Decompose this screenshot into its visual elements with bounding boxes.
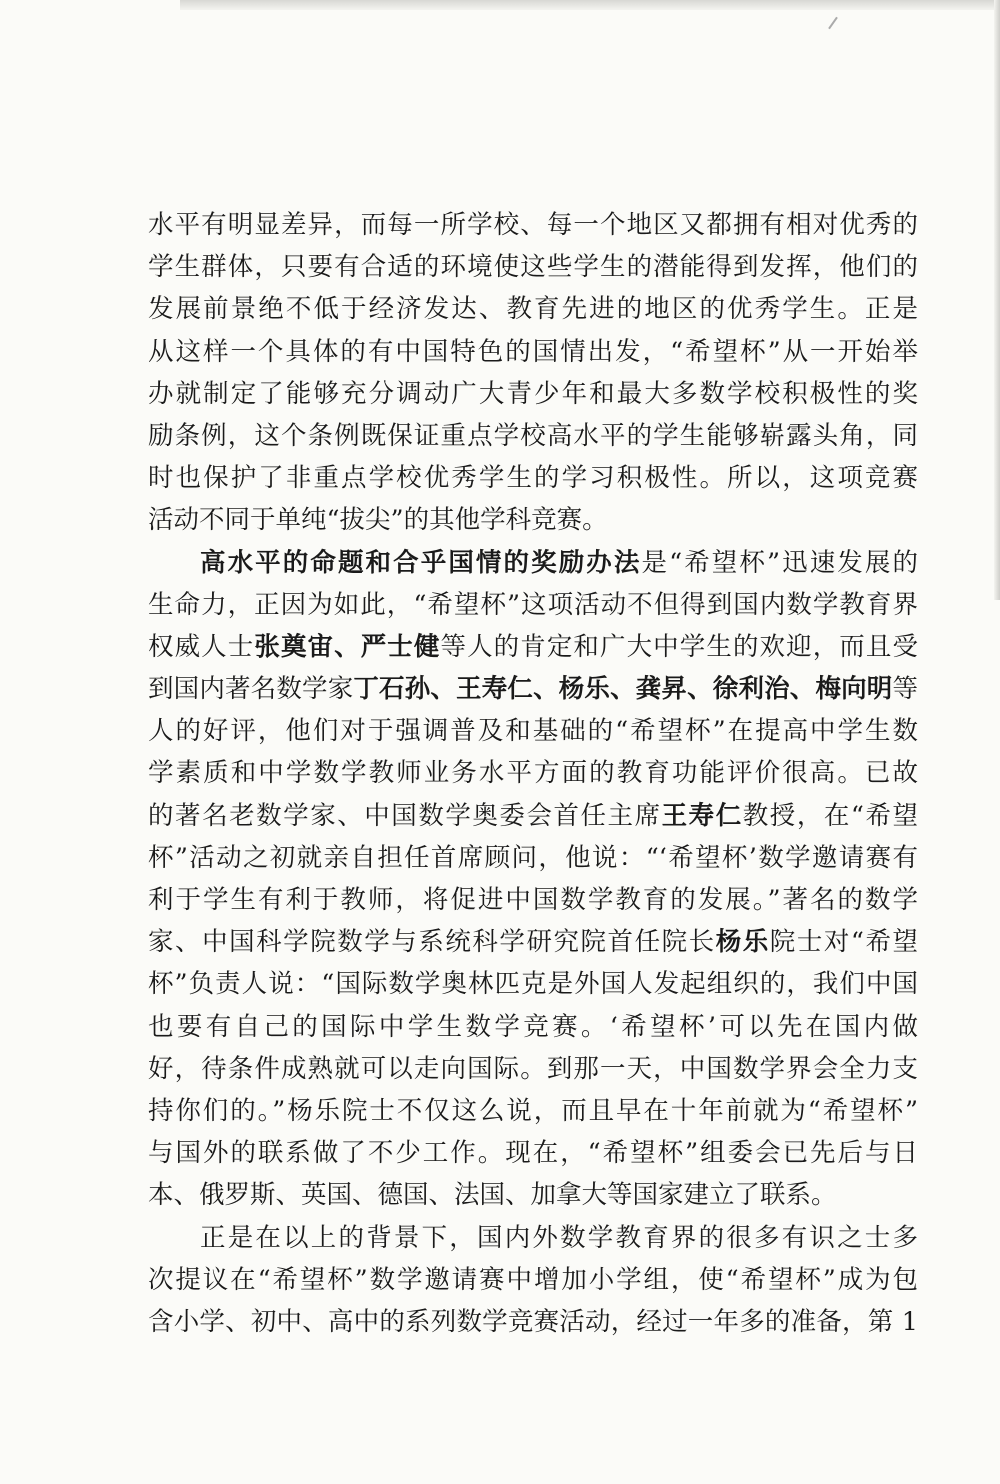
paragraph-3 bbox=[148, 1217, 918, 1344]
text-run: 的著名老数学家、中国数学奥委会首任主席 bbox=[148, 800, 662, 831]
scan-mark bbox=[828, 17, 838, 30]
text-line: 人的好评，他们对于强调普及和基础的“希望杯”在提高中学生数 bbox=[148, 716, 918, 747]
text-line: 生命力，正因为如此，“希望杯”这项活动不但得到国内数学教育界 bbox=[148, 589, 918, 620]
text-line: 励条例，这个条例既保证重点学校高水平的学生能够崭露头角，同 bbox=[148, 420, 918, 451]
text-line bbox=[148, 921, 918, 963]
paragraph-2 bbox=[148, 542, 918, 1217]
paragraph-1 bbox=[148, 204, 918, 542]
text-line: 时也保护了非重点学校优秀学生的学习积极性。所以，这项竞赛 bbox=[148, 463, 918, 494]
text-line: 水平有明显差异，而每一所学校、每一个地区又都拥有相对优秀的 bbox=[148, 210, 918, 240]
scan-right-edge bbox=[994, 0, 1000, 600]
bold-names: 丁石孙、王寿仁、杨乐、龚昇、徐利治、梅向明 bbox=[353, 674, 893, 705]
text-line: 杯”负责人说：“国际数学奥林匹克是外国人发起组织的，我们中国 bbox=[148, 969, 918, 1000]
text-line: 利于学生有利于教师，将促进中国数学教育的发展。”著名的数学 bbox=[148, 885, 918, 915]
text-line: 发展前景绝不低于经济发达、教育先进的地区的优秀学生。正是 bbox=[148, 294, 918, 325]
text-line bbox=[148, 795, 918, 837]
text-line: 好，待条件成熟就可以走向国际。到那一天，中国数学界会全力支 bbox=[148, 1053, 918, 1084]
text-line bbox=[148, 542, 918, 584]
text-line: 杯”活动之初就亲自担任首席顾问，他说：“‘希望杯’数学邀请赛有 bbox=[148, 842, 918, 873]
text-line: 学生群体，只要有合适的环境使这些学生的潜能得到发挥，他们的 bbox=[148, 252, 918, 283]
text-run: 家、中国科学院数学与系统科学研究院首任院长 bbox=[148, 927, 716, 958]
text-line bbox=[148, 668, 918, 710]
body-text bbox=[148, 204, 918, 1343]
text-line: 活动不同于单纯“拔尖”的其他学科竞赛。 bbox=[148, 505, 608, 536]
text-line: 本、俄罗斯、英国、德国、法国、加拿大等国家建立了联系。 bbox=[148, 1180, 837, 1211]
text-line: 从这样一个具体的有中国特色的国情出发，“希望杯”从一开始举 bbox=[148, 336, 918, 367]
text-run: 院士对“希望 bbox=[769, 927, 918, 958]
bold-names: 王寿仁 bbox=[661, 800, 743, 831]
text-line bbox=[148, 626, 918, 668]
text-run: 到国内著名数学家 bbox=[148, 674, 354, 705]
bold-names: 张奠宙、严士健 bbox=[254, 631, 441, 662]
text-line: 次提议在“希望杯”数学邀请赛中增加小学组，使“希望杯”成为包 bbox=[148, 1264, 918, 1295]
text-run: 等人的肯定和广大中学生的欢迎，而且受 bbox=[440, 631, 918, 662]
text-run: 是“希望杯”迅速发展的 bbox=[641, 547, 918, 578]
text-run: 教授，在“希望 bbox=[742, 800, 918, 831]
text-line: 持你们的。”杨乐院士不仅这么说，而且早在十年前就为“希望杯” bbox=[148, 1095, 918, 1126]
text-line: 也要有自己的国际中学生数学竞赛。‘希望杯’可以先在国内做 bbox=[148, 1011, 918, 1042]
bold-phrase: 高水平的命题和合乎国情的奖励办法 bbox=[200, 547, 642, 578]
text-line: 含小学、初中、高中的系列数学竞赛活动，经过一年多的准备，第 1 bbox=[148, 1306, 918, 1337]
text-line: 办就制定了能够充分调动广大青少年和最大多数学校积极性的奖 bbox=[148, 378, 918, 409]
text-line: 与国外的联系做了不少工作。现在，“希望杯”组委会已先后与日 bbox=[148, 1138, 918, 1169]
text-run: 等 bbox=[892, 674, 918, 705]
text-run: 权威人士 bbox=[148, 631, 255, 662]
bold-names: 杨乐 bbox=[715, 927, 770, 958]
text-line: 正是在以上的背景下，国内外数学教育界的很多有识之士多 bbox=[200, 1222, 918, 1253]
text-line: 学素质和中学数学教师业务水平方面的教育功能评价很高。已故 bbox=[148, 758, 918, 789]
scan-top-edge bbox=[180, 0, 1000, 10]
